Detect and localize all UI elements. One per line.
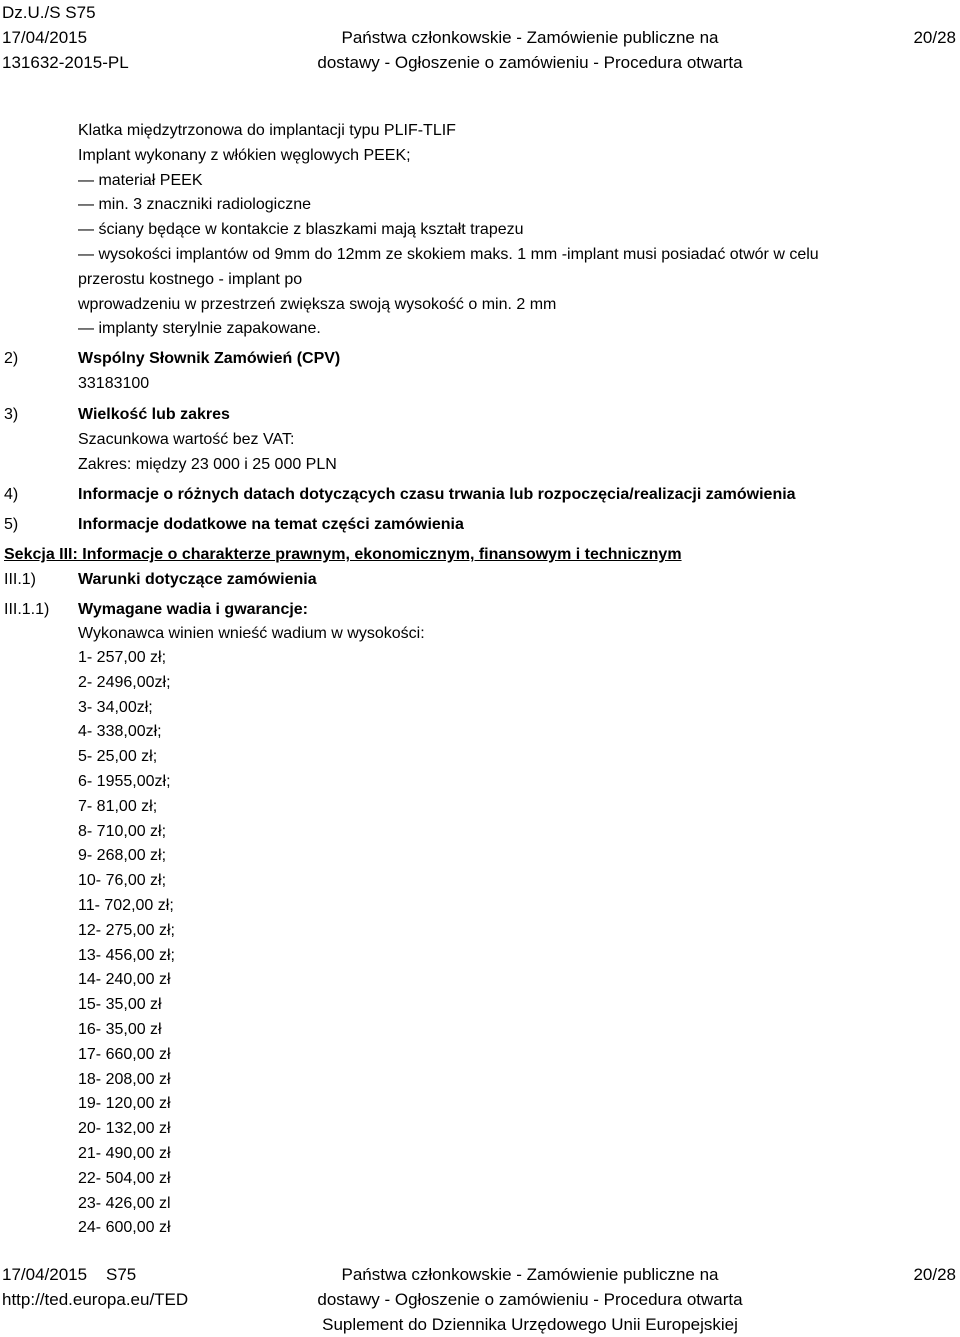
section-3-number: 3) [4,406,19,423]
description-block [78,119,819,342]
iii11-number: III.1.1) [4,601,50,618]
footer-page-number: 20/28 [913,1265,956,1284]
description-line: Klatka międzytrzonowa do implantacji typu PLIF-TLIF [78,122,456,139]
header-left [2,0,129,75]
list-item: 4- 338,00zł; [78,723,162,741]
list-item: 1- 257,00 zł; [78,649,167,666]
footer-title-line3: Suplement do Dziennika Urzędowego Unii Europejskiej [322,1315,738,1334]
list-item: 11- 702,00 zł; [78,896,174,914]
list-item: 17- 660,00 zł [78,1045,171,1063]
section-4-title: Informacje o różnych datach dotyczących czasu trwania lub rozpoczęcia/realizacji zamówienia [78,486,796,503]
page-footer [0,1262,960,1334]
header-center [240,25,820,75]
list-item: 3- 34,00zł; [78,698,153,716]
header-page-number: 20/28 [913,28,956,47]
list-item: 6- 1955,00zł; [78,772,171,790]
ted-link[interactable]: http://ted.europa.eu/TED [2,1290,189,1309]
list-item: 19- 120,00 zł [78,1095,171,1113]
iii1-title: Warunki dotyczące zamówienia [78,571,317,588]
list-item: 21- 490,00 zł [78,1144,171,1162]
footer-date: 17/04/2015 [2,1265,88,1284]
list-item: 16- 35,00 zł [78,1020,162,1038]
footer-title-line1: Państwa członkowskie - Zamówienie publiczne na [341,1265,719,1284]
section-2-number: 2) [4,350,19,367]
list-item: 13- 456,00 zł; [78,946,175,964]
header-title-line2: dostawy - Ogłoszenie o zamówieniu - Procedura otwarta [317,53,743,72]
list-item: 14- 240,00 zł [78,971,171,989]
description-line: — implanty sterylnie zapakowane. [78,320,321,338]
wadium-intro: Wykonawca winien wnieść wadium w wysokości: [78,625,425,642]
footer-title-line2: dostawy - Ogłoszenie o zamówieniu - Procedura otwarta [317,1290,743,1309]
footer-center [240,1262,820,1337]
section-4-number: 4) [4,486,19,503]
page-header [0,0,960,70]
list-item: 20- 132,00 zł [78,1120,171,1138]
description-line: — min. 3 znaczniki radiologiczne [78,196,311,214]
wadium-list [78,646,175,1241]
list-item: 5- 25,00 zł; [78,748,158,766]
estimated-value-label: Szacunkowa wartość bez VAT: [78,431,295,448]
iii1-number: III.1) [4,571,37,588]
list-item: 9- 268,00 zł; [78,847,167,865]
footer-right [913,1262,956,1287]
header-right [913,25,956,50]
list-item: 12- 275,00 zł; [78,921,175,939]
list-item: 23- 426,00 zl [78,1194,171,1212]
cpv-code: 33183100 [78,375,150,392]
value-range: Zakres: między 23 000 i 25 000 PLN [78,456,337,473]
section-5-number: 5) [4,516,19,533]
journal-ref: Dz.U./S S75 [2,3,96,22]
notice-ref: 131632-2015-PL [2,53,129,72]
description-line: — ściany będące w kontakcie z blaszkami mają kształt trapezu [78,221,524,239]
header-date: 17/04/2015 [2,28,88,47]
description-line: wprowadzeniu w przestrzeń zwiększa swoją wysokość o min. 2 mm [78,295,557,313]
footer-series: S75 [106,1265,137,1284]
list-item: 24- 600,00 zł [78,1219,171,1237]
section-5-title: Informacje dodatkowe na temat części zamówienia [78,516,464,533]
section-3-title: Wielkość lub zakres [78,406,230,423]
section-iii-heading: Sekcja III: Informacje o charakterze prawnym, ekonomicznym, finansowym i technicznym [4,546,682,563]
footer-left [2,1262,188,1312]
list-item: 2- 2496,00zł; [78,673,171,691]
description-line: Implant wykonany z włókien węglowych PEEK; [78,146,411,164]
header-title-line1: Państwa członkowskie - Zamówienie publiczne na [341,28,719,47]
list-item: 7- 81,00 zł; [78,797,158,815]
list-item: 22- 504,00 zł [78,1169,171,1187]
iii11-title: Wymagane wadia i gwarancje: [78,601,309,618]
list-item: 18- 208,00 zł [78,1070,171,1088]
footer-date-series [2,1262,188,1287]
description-line: przerostu kostnego - implant po [78,270,303,288]
section-2-title: Wspólny Słownik Zamówień (CPV) [78,350,341,367]
list-item: 8- 710,00 zł; [78,822,167,840]
list-item: 15- 35,00 zł [78,996,162,1014]
list-item: 10- 76,00 zł; [78,872,167,890]
description-line: — wysokości implantów od 9mm do 12mm ze skokiem maks. 1 mm -implant musi posiadać otwór w celu [78,245,819,263]
description-line: — materiał PEEK [78,171,203,189]
